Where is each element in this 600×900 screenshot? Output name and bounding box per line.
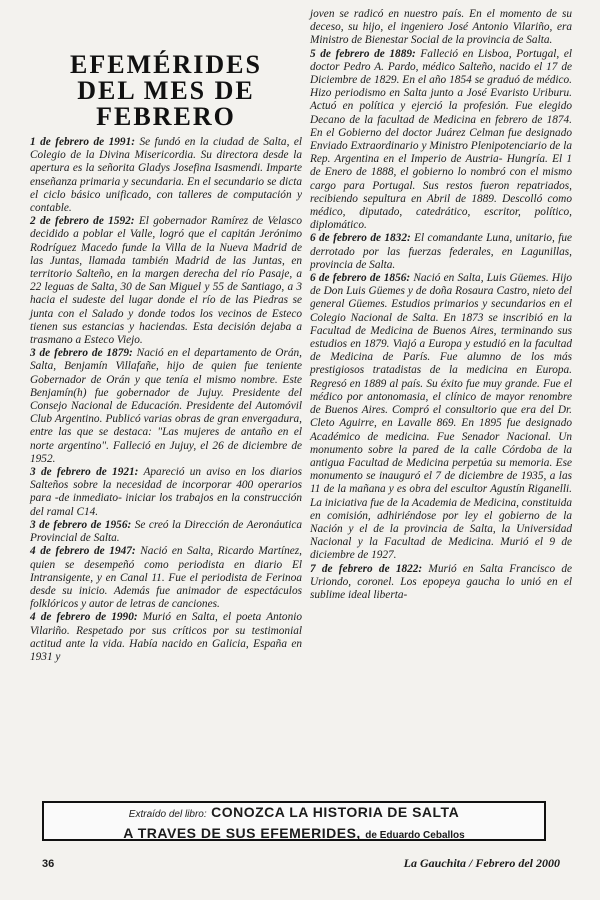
entry-date: 7 de febrero de 1822: — [310, 562, 423, 575]
ephemeris-entry — [30, 347, 302, 466]
entry-text: Se fundó en la ciudad de Salta, el Colegio de la Divina Misericordia. Su directora desde la apertura es la señorita Gladys Josefina Isasmendi. Imparte enseñanza primaria y secundaria. En el secundario se dicta el ciclo básico unificado, con talleres de computación y contable. — [30, 136, 303, 215]
entry-text: El comandante Luna, unitario, fue derrotado por las fuerzas federales, en Lagunillas, provincia de Salta. — [310, 232, 572, 271]
entry-text: Murió en Salta Francisco de Uriondo, coronel. Los epopeya gaucha lo unió en el sublime ideal liberta- — [310, 562, 572, 601]
entry-date: 4 de febrero de 1947: — [30, 545, 136, 558]
title-line: FEBRERO — [96, 102, 236, 131]
left-entries — [30, 136, 302, 664]
ephemeris-entry — [310, 232, 572, 272]
entry-text: Apareció un aviso en los diarios Salteños sobre la necesidad de incorporar 400 operarios para -de inmediato- iniciar los trabajos en la construcción del ramal C14. — [30, 466, 302, 518]
entry-text: Nació en Salta, Luis Güemes. Hijo de Don Luis Güemes y de doña Rosaura Castro, nieto del general Güemes. Estudios primarios y secundarios en el Colegio Nacional de Salta. En 1873 se inscribió en la Facultad de Medicina de Buenos Aires, terminando sus estudios en 1879. Viajó a Europa y estudió en la facultad de Medicina de París. Fue alumno de los más prestigiosos tratadistas de la medicina en Europa. Regresó en 1889 al país. Su éxito fue muy grande. Fue el médico por antonomasia, el clínico de mayor renombre de Buenos Aires. Compró el consultorio que era del Dr. Cleto Aguirre, en Lavalle 869. En 1895 fue designado Académico de medicina. Fue Senador Nacional. Un monumento sobre la pared de la calle Córdoba de la antigua Facultad de Medicina perpetúa su memoria. Ese monumento se inauguró el 7 de diciembre de 1935, a las 11 de la mañana y es obra del escultor Agustín Riganelli. La iniciativa fue de la Academia de Medicina, constituida en comisión, adhiriéndose por ley el gobierno de la Nación y el de la provincia de Salta, la Universidad Nacional y la Facultad de Medicina. Murió el 9 de diciembre de 1927. — [310, 272, 572, 562]
source-line-2 — [44, 824, 544, 845]
ephemeris-entry — [310, 48, 572, 233]
title-line: EFEMÉRIDES — [70, 50, 262, 79]
source-line-1 — [44, 803, 544, 824]
ephemeris-entry — [310, 563, 572, 603]
entry-date: 2 de febrero de 1592: — [30, 215, 135, 228]
entry-text: joven se radicó en nuestro país. En el momento de su deceso, su hijo, el ingeniero José Antonio Vilariño, era Ministro de Bienestar Social de la provincia de Salta. — [310, 8, 572, 47]
entry-date: 6 de febrero de 1856: — [310, 272, 411, 285]
book-source-box — [42, 801, 546, 841]
entry-date: 4 de febrero de 1990: — [30, 611, 138, 624]
ephemeris-entry — [30, 215, 302, 347]
book-author: de Eduardo Ceballos — [365, 830, 465, 841]
ephemeris-entry — [310, 272, 572, 562]
source-prefix: Extraído del libro: — [128, 809, 207, 820]
entry-text: Murió en Salta, el poeta Antonio Vilariño. Respetado por sus críticos por su testimonial actitud ante la vida. Había nacido en Galicia, España en 1931 y — [30, 611, 302, 663]
entry-text: Nació en el departamento de Orán, Salta, Benjamín Villafañe, hijo de quien fue teniente Gobernador de Orán y que tenía el mismo nombre. Este Benjamín(h) fue gobernador de Jujuy. Presidente del Consejo Nacional de Educación. Presidente del Automóvil Club Argentino. Publicó varias obras de gran envergadura, entre las que se destaca: "Las mujeres de antaño en el norte argentino". Falleció en Jujuy, el 26 de diciembre de 1952. — [30, 347, 302, 465]
entry-date: 1 de febrero de 1991: — [30, 136, 135, 148]
page-title — [30, 52, 302, 130]
entry-text: Se creó la Dirección de Aeronáutica Provincial de Salta. — [30, 518, 302, 545]
left-column — [30, 8, 302, 664]
entry-text: El gobernador Ramírez de Velasco decidido a poblar el Valle, logró que el capitán Jerónimo Rodríguez Macedo funde la Villa de la Nueva Madrid de las Juntas, llamada también Madrid de las Juntas, en territorio Salteño, en la margen derecha del río Pasaje, a 22 leguas de Salta, 30 de San Miguel y 55 de Santiago, a 3 hacia el sudeste del lugar donde el río de las Piedras se junta con el Salado y donde todos los vecinos de Esteco tienen sus estancias y haciendas. Esta decisión dejaba a trasmano a Esteco Viejo. — [30, 215, 302, 347]
entry-date: 3 de febrero de 1956: — [30, 518, 132, 531]
ephemeris-entry — [30, 545, 302, 611]
title-line: DEL MES DE — [77, 76, 255, 105]
ephemeris-entry-continued — [310, 8, 572, 48]
entry-date: 5 de febrero de 1889: — [310, 47, 416, 60]
ephemeris-entry — [30, 136, 302, 215]
entry-date: 3 de febrero de 1879: — [30, 347, 133, 360]
entry-date: 6 de febrero de 1832: — [310, 232, 411, 245]
ephemeris-entry — [30, 611, 302, 664]
book-title-line-2: A TRAVES DE SUS EFEMERIDES, — [123, 825, 361, 841]
ephemeris-entry — [30, 466, 302, 519]
page-number: 36 — [42, 858, 55, 870]
ephemeris-entry — [30, 519, 302, 545]
book-title-line-1: CONOZCA LA HISTORIA DE SALTA — [211, 804, 460, 820]
running-footer: La Gauchita / Febrero del 2000 — [403, 856, 560, 870]
right-column — [310, 8, 572, 602]
entry-date: 3 de febrero de 1921: — [30, 466, 139, 479]
entry-text: Falleció en Lisboa, Portugal, el doctor Pedro A. Pardo, médico Salteño, nacido el 17 de Diciembre de 1829. En el año 1854 se graduó de médico. Hizo periodismo en Salta junto a José Evaristo Uriburu. Actuó en política y ejerció la profesión. Fue elegido Decano de la facultad de Medicina en febrero de 1874. En el Gobierno del doctor Juárez Celman fue designado Enviado Extraordinario y Ministro Plenipotenciario de la Rep. Argentina en el Imperio de Austria- Hungría. El 1 de Enero de 1888, el gobierno lo nombró con el mismo cargo para Portugal. Sus restos fueron repatriados, recibiendo sepultura en Abril de 1889. Descolló como médico, diputado, catedrático, escritor, político, diplomático. — [310, 47, 572, 232]
entry-text: Nació en Salta, Ricardo Martínez, quien se desempeñó como periodista en diario El Intransigente, y en Canal 11. Fue el periodista de Ferinoa desde su inicio. Además fue animador de espectáculos folklóricos y autor de letras de canciones. — [30, 545, 302, 611]
